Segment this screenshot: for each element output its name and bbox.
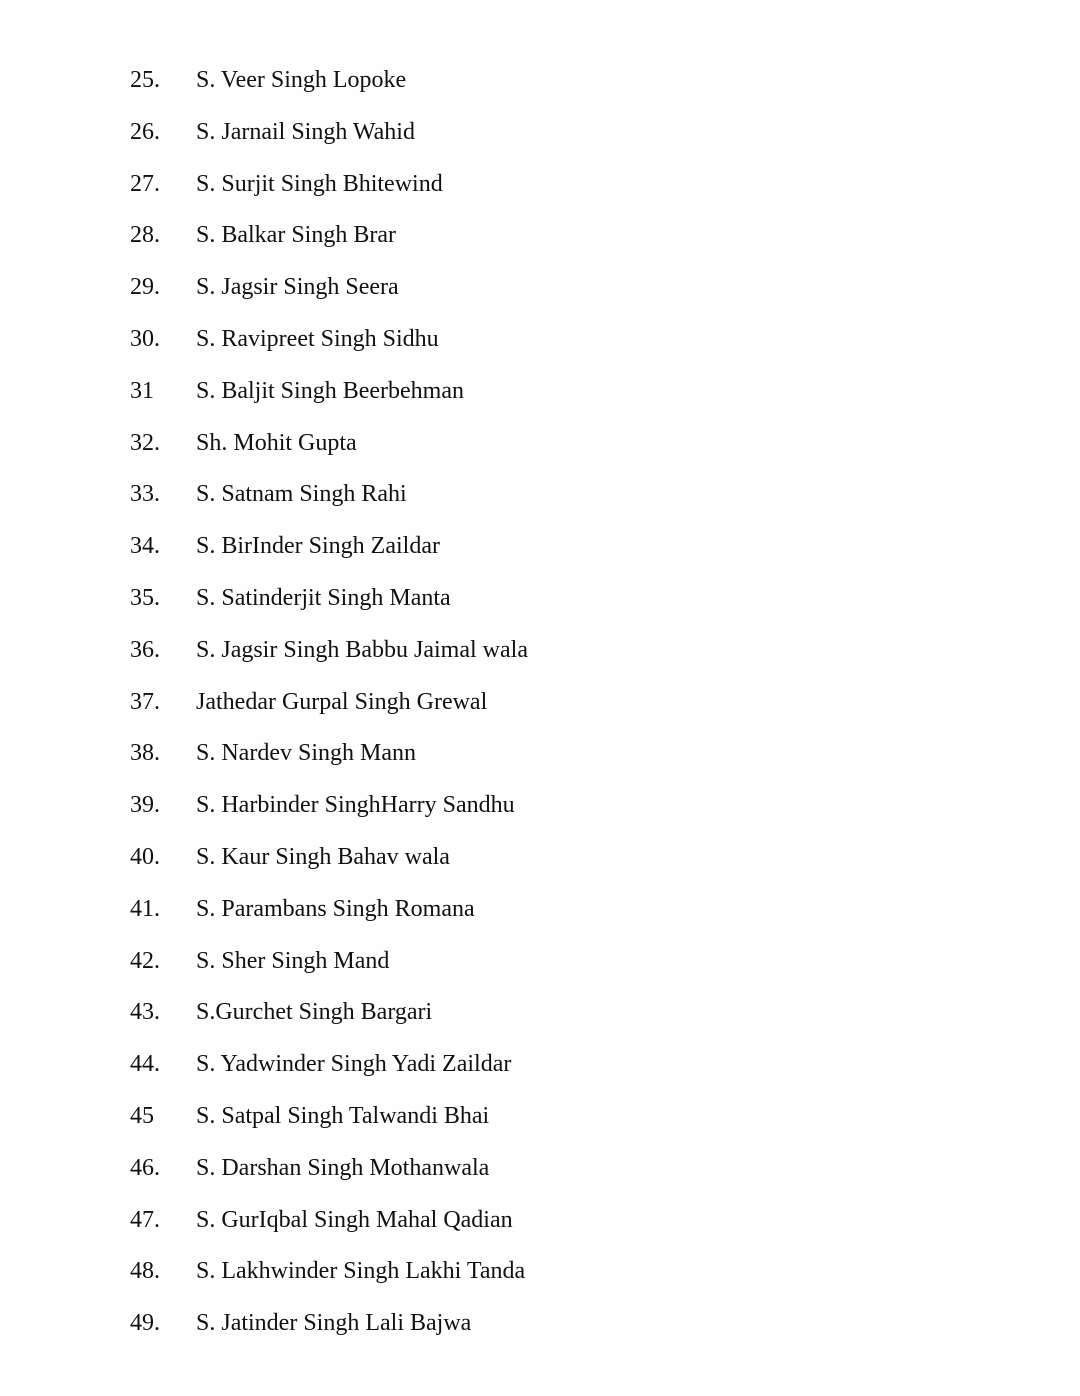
item-name: S. Ravipreet Singh Sidhu bbox=[196, 325, 439, 352]
item-name: S. Harbinder SinghHarry Sandhu bbox=[196, 792, 515, 819]
item-name: S. Surjit Singh Bhitewind bbox=[196, 170, 443, 197]
item-name: S. GurIqbal Singh Mahal Qadian bbox=[196, 1206, 513, 1233]
item-number: 36. bbox=[130, 636, 160, 663]
item-name: S. BirInder Singh Zaildar bbox=[196, 533, 440, 560]
item-number: 48. bbox=[130, 1258, 160, 1285]
item-number: 27. bbox=[130, 170, 160, 197]
item-number: 39. bbox=[130, 792, 160, 819]
list-item bbox=[0, 728, 1080, 780]
list-item bbox=[0, 936, 1080, 988]
item-number: 45 bbox=[130, 1102, 154, 1129]
list-item bbox=[0, 1246, 1080, 1298]
list-item bbox=[0, 418, 1080, 470]
item-name: S. Darshan Singh Mothanwala bbox=[196, 1154, 490, 1181]
list-item bbox=[0, 366, 1080, 418]
item-name: S. Parambans Singh Romana bbox=[196, 895, 475, 922]
item-number: 33. bbox=[130, 481, 160, 508]
list-item bbox=[0, 1143, 1080, 1195]
item-number: 28. bbox=[130, 222, 160, 249]
list-item bbox=[0, 1298, 1080, 1350]
item-name: S.Gurchet Singh Bargari bbox=[196, 999, 433, 1026]
list-item bbox=[0, 987, 1080, 1039]
item-number: 30. bbox=[130, 325, 160, 352]
item-name: S. Satnam Singh Rahi bbox=[196, 481, 407, 508]
item-name: S. Sher Singh Mand bbox=[196, 947, 390, 974]
item-number: 35. bbox=[130, 584, 160, 611]
list-item bbox=[0, 159, 1080, 211]
item-number: 49. bbox=[130, 1310, 160, 1337]
item-name: S. Satpal Singh Talwandi Bhai bbox=[196, 1102, 490, 1129]
item-number: 34. bbox=[130, 533, 160, 560]
item-name: S. Kaur Singh Bahav wala bbox=[196, 843, 450, 870]
list-item bbox=[0, 107, 1080, 159]
item-name: S. Jagsir Singh Seera bbox=[196, 274, 399, 301]
item-name: S. Jatinder Singh Lali Bajwa bbox=[196, 1310, 472, 1337]
item-number: 38. bbox=[130, 740, 160, 767]
item-name: S. Nardev Singh Mann bbox=[196, 740, 416, 767]
item-name: S. Lakhwinder Singh Lakhi Tanda bbox=[196, 1258, 526, 1285]
item-number: 42. bbox=[130, 947, 160, 974]
item-name: S. Jarnail Singh Wahid bbox=[196, 118, 415, 145]
member-list bbox=[0, 55, 1080, 1350]
item-number: 25. bbox=[130, 67, 160, 93]
item-number: 29. bbox=[130, 274, 160, 301]
item-number: 43. bbox=[130, 999, 160, 1026]
list-item bbox=[0, 262, 1080, 314]
item-number: 41. bbox=[130, 895, 160, 922]
item-name: S. Baljit Singh Beerbehman bbox=[196, 377, 464, 404]
item-number: 47. bbox=[130, 1206, 160, 1233]
item-number: 26. bbox=[130, 118, 160, 145]
item-name: S. Jagsir Singh Babbu Jaimal wala bbox=[196, 636, 528, 663]
list-item bbox=[0, 55, 1080, 107]
item-name: Sh. Mohit Gupta bbox=[196, 429, 357, 456]
item-number: 32. bbox=[130, 429, 160, 456]
list-item bbox=[0, 521, 1080, 573]
list-item bbox=[0, 210, 1080, 262]
item-name: S. Balkar Singh Brar bbox=[196, 222, 396, 249]
item-name: Jathedar Gurpal Singh Grewal bbox=[196, 688, 488, 715]
list-item bbox=[0, 573, 1080, 625]
item-name: S. Veer Singh Lopoke bbox=[196, 67, 407, 93]
list-item bbox=[0, 780, 1080, 832]
list-item bbox=[0, 832, 1080, 884]
item-number: 31 bbox=[130, 377, 154, 404]
list-item bbox=[0, 1091, 1080, 1143]
list-item bbox=[0, 677, 1080, 729]
list-item bbox=[0, 314, 1080, 366]
list-item bbox=[0, 884, 1080, 936]
item-number: 40. bbox=[130, 843, 160, 870]
item-number: 46. bbox=[130, 1154, 160, 1181]
item-number: 37. bbox=[130, 688, 160, 715]
item-name: S. Yadwinder Singh Yadi Zaildar bbox=[196, 1051, 512, 1078]
item-number: 44. bbox=[130, 1051, 160, 1078]
list-item bbox=[0, 1195, 1080, 1247]
item-name: S. Satinderjit Singh Manta bbox=[196, 584, 451, 611]
list-item bbox=[0, 625, 1080, 677]
list-item bbox=[0, 1039, 1080, 1091]
list-item bbox=[0, 469, 1080, 521]
